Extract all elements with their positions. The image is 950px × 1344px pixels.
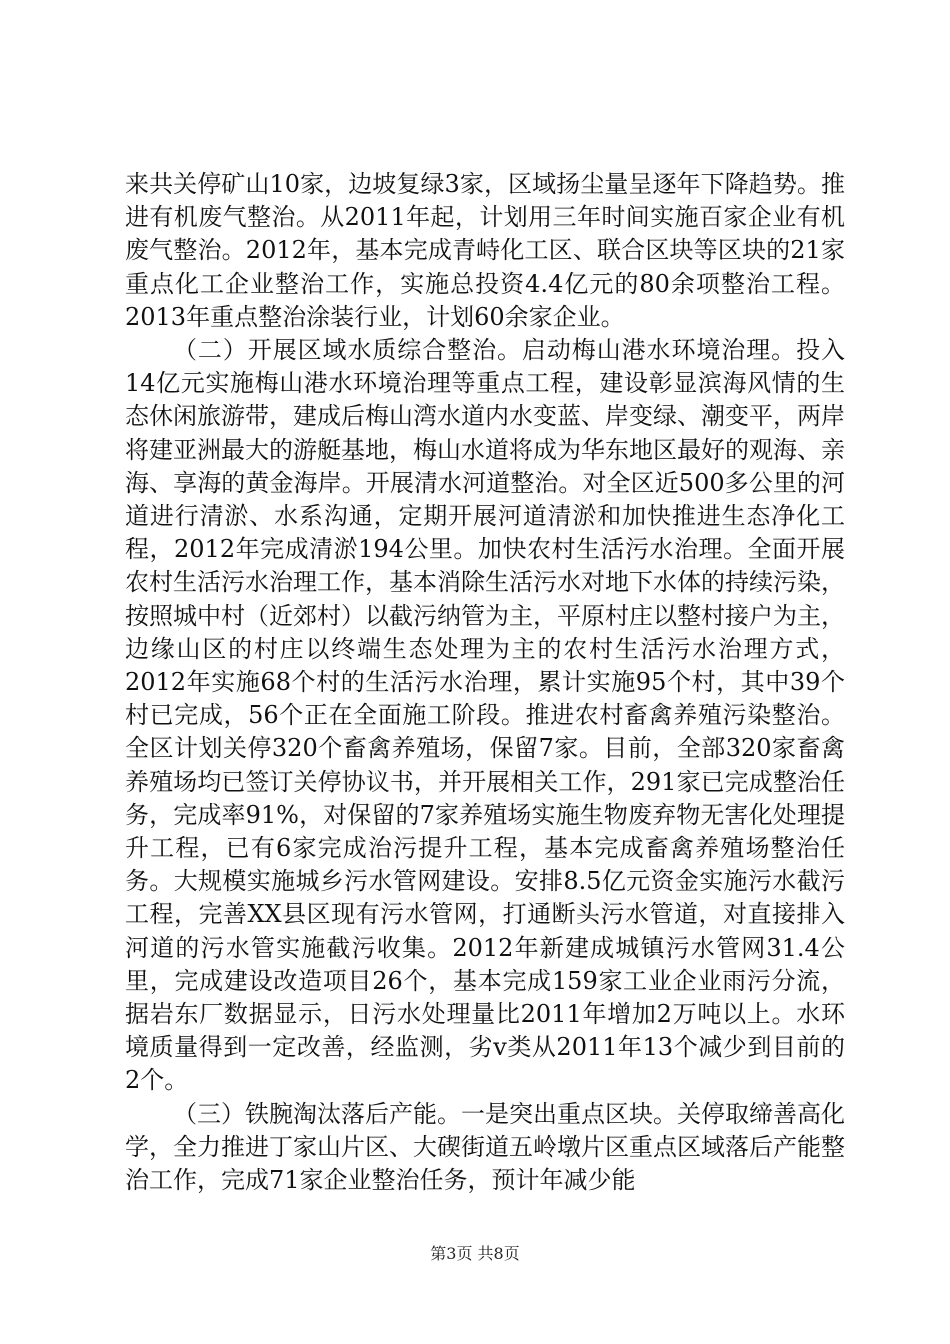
- document-body: [125, 168, 845, 1197]
- page-number-footer: 第3页 共8页: [430, 1244, 520, 1263]
- paragraph-2: （二）开展区域水质综合整治。启动梅山港水环境治理。投入14亿元实施梅山港水环境治理等重点工程，建设彰显滨海风情的生态休闲旅游带，建成后梅山湾水道内水变蓝、岸变绿、潮变平，两岸将建亚洲最大的游艇基地，梅山水道将成为华东地区最好的观海、亲海、享海的黄金海岸。开展清水河道整治。对全区近500多公里的河道进行清淤、水系沟通，定期开展河道清淤和加快推进生态净化工程，2012年完成清淤194公里。加快农村生活污水治理。全面开展农村生活污水治理工作，基本消除生活污水对地下水体的持续污染，按照城中村（近郊村）以截污纳管为主，平原村庄以整村接户为主，边缘山区的村庄以终端生态处理为主的农村生活污水治理方式，2012年实施68个村的生活污水治理，累计实施95个村，其中39个村已完成，56个正在全面施工阶段。推进农村畜禽养殖污染整治。全区计划关停320个畜禽养殖场，保留7家。目前，全部320家畜禽养殖场均已签订关停协议书，并开展相关工作，291家已完成整治任务，完成率91%，对保留的7家养殖场实施生物废弃物无害化处理提升工程，已有6家完成治污提升工程，基本完成畜禽养殖场整治任务。大规模实施城乡污水管网建设。安排8.5亿元资金实施污水截污工程，完善XX县区现有污水管网，打通断头污水管道，对直接排入河道的污水管实施截污收集。2012年新建成城镇污水管网31.4公里，完成建设改造项目26个，基本完成159家工业企业雨污分流，据岩东厂数据显示，日污水处理量比2011年增加2万吨以上。水环境质量得到一定改善，经监测，劣v类从2011年13个减少到目前的2个。: [125, 336, 845, 1095]
- paragraph-1: 来共关停矿山10家，边坡复绿3家，区域扬尘量呈逐年下降趋势。推进有机废气整治。从2011年起，计划用三年时间实施百家企业有机废气整治。2012年，基本完成青峙化工区、联合区块等区块的21家重点化工企业整治工作，实施总投资4.4亿元的80余项整治工程。2013年重点整治涂装行业，计划60余家企业。: [125, 170, 845, 331]
- paragraph-3: （三）铁腕淘汰落后产能。一是突出重点区块。关停取缔善高化学，全力推进丁家山片区、大碶街道五岭墩片区重点区域落后产能整治工作，完成71家企业整治任务，预计年减少能: [125, 1099, 845, 1195]
